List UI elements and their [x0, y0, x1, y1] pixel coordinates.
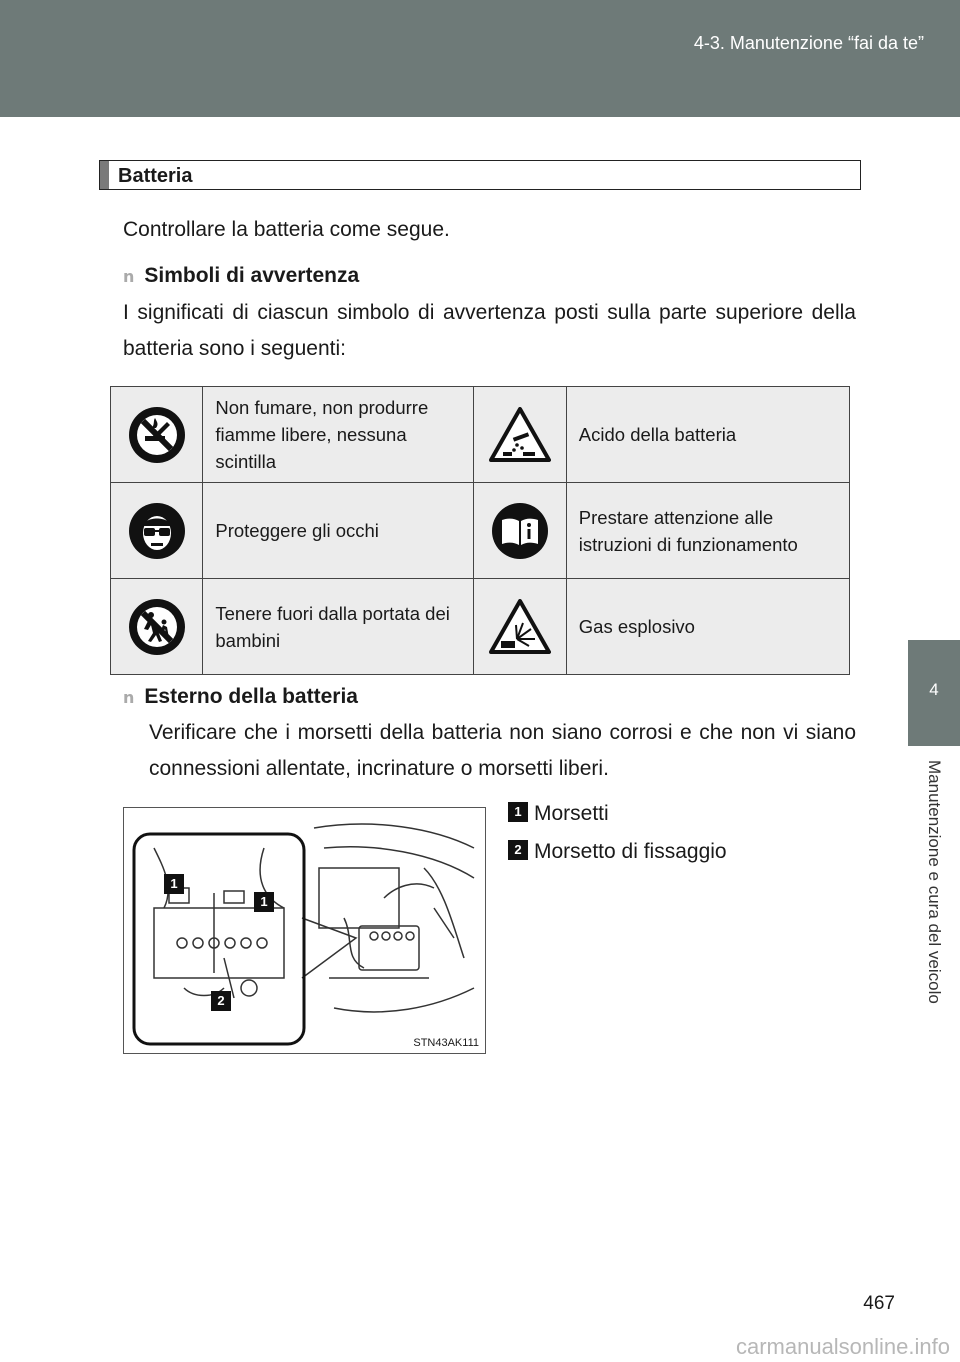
table-row	[111, 387, 850, 483]
chapter-label	[910, 760, 958, 1060]
header-section-title: 4-3. Manutenzione “fai da te”	[693, 33, 924, 53]
exterior-subheading	[123, 679, 358, 716]
warning-symbols-table	[110, 386, 850, 675]
figure-code: STN43AK111	[413, 1037, 479, 1049]
legend-item	[508, 840, 727, 864]
figure-callout: 1	[254, 892, 274, 912]
warnings-subtitle: Simboli di avvertenza	[144, 264, 360, 287]
bullet-icon: n	[123, 688, 135, 707]
legend-item	[508, 802, 609, 826]
battery-acid-icon	[474, 387, 566, 483]
section-heading-accent	[100, 161, 109, 189]
warnings-text: I significati di ciascun simbolo di avvertenza posti sulla parte superiore della batteria sono i seguenti:	[123, 301, 856, 360]
exterior-text: Verificare che i morsetti della batteria non siano corrosi e che non vi siano connessioni allentate, incrinature o morsetti liberi.	[149, 721, 856, 780]
header-band	[0, 0, 960, 117]
keep-children-away-label: Tenere fuori dalla portata dei bambini	[203, 579, 474, 675]
table-row	[111, 483, 850, 579]
no-smoking-label: Non fumare, non produrre fiamme libere, nessuna scintilla	[203, 387, 474, 483]
legend-number: 1	[508, 802, 528, 822]
bullet-icon: n	[123, 267, 135, 286]
manual-icon	[474, 483, 566, 579]
table-row	[111, 579, 850, 675]
figure-callout: 1	[164, 874, 184, 894]
explosive-gas-icon	[474, 579, 566, 675]
eye-protection-icon	[111, 483, 203, 579]
exterior-subtitle: Esterno della batteria	[144, 685, 358, 708]
battery-engine-illustration	[123, 807, 486, 1054]
chapter-label-text: Manutenzione e cura del veicolo	[925, 760, 944, 1004]
intro-text: Controllare la batteria come segue.	[123, 218, 450, 241]
watermark: carmanualsonline.info	[735, 1334, 950, 1359]
no-smoking-icon	[111, 387, 203, 483]
legend-label: Morsetto di fissaggio	[534, 840, 727, 863]
battery-acid-label: Acido della batteria	[566, 387, 849, 483]
section-title: Batteria	[118, 165, 193, 187]
manual-label: Prestare attenzione alle istruzioni di funzionamento	[566, 483, 849, 579]
page-number: 467	[863, 1293, 895, 1314]
chapter-tab[interactable]	[908, 640, 960, 746]
figure-callout: 2	[211, 991, 231, 1011]
chapter-number: 4	[929, 680, 939, 699]
legend-number: 2	[508, 840, 528, 860]
explosive-gas-label: Gas esplosivo	[566, 579, 849, 675]
legend-label: Morsetti	[534, 802, 609, 825]
eye-protection-label: Proteggere gli occhi	[203, 483, 474, 579]
warnings-subheading	[123, 258, 359, 295]
section-heading	[99, 160, 861, 190]
keep-children-away-icon	[111, 579, 203, 675]
